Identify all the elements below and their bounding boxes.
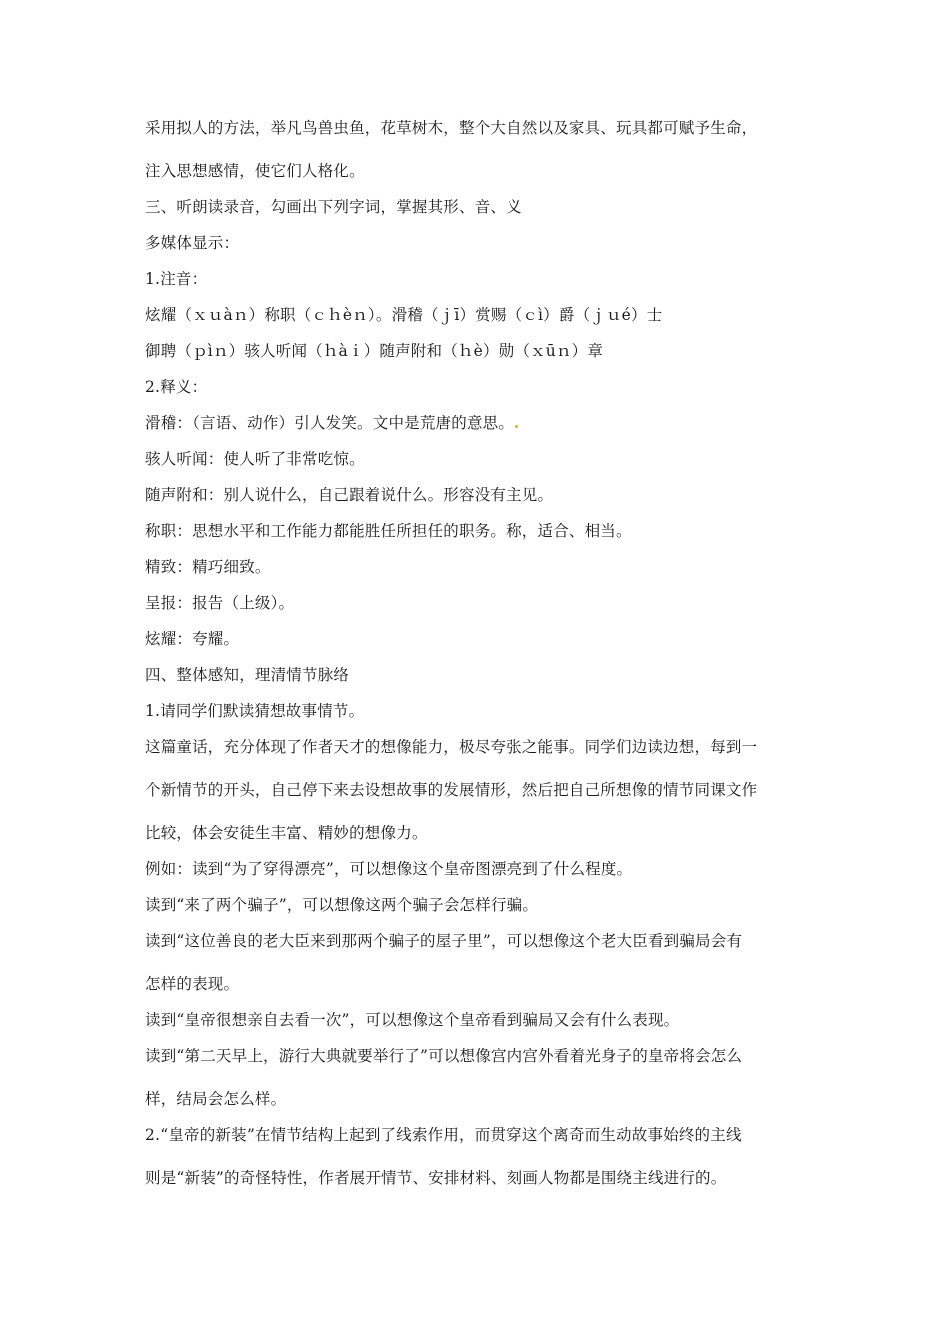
definition-line: 骇人听闻：使人听了非常吃惊。 [145, 450, 365, 468]
document-page [145, 118, 810, 1188]
pinyin-line: 炫耀（ｘｕàｎ）称职（ｃｈèｎ）。滑稽（ｊī）赏赐（ｃì）爵（ｊｕé）士 [145, 306, 663, 324]
definition-line: 精致：精巧细致。 [145, 558, 271, 576]
definition-line: 随声附和：别人说什么，自己跟着说什么。形容没有主见。 [145, 486, 554, 504]
section-heading: 四、整体感知，理清情节脉络 [145, 666, 350, 684]
text-line: 例如：读到“为了穿得漂亮”，可以想像这个皇帝图漂亮到了什么程度。 [145, 860, 633, 878]
text-line: 采用拟人的方法，举凡鸟兽虫鱼，花草树木，整个大自然以及家具、玩具都可赋予生命， [145, 119, 758, 137]
definition-line: 滑稽：（言语、动作）引人发笑。文中是荒唐的意思。 [145, 413, 810, 433]
text-line: 则是“新装”的奇怪特性，作者展开情节、安排材料、刻画人物都是围绕主线进行的。 [145, 1169, 727, 1187]
subheading: 1.请同学们默读猜想故事情节。 [145, 702, 365, 720]
text-line: 读到“皇帝很想亲自去看一次”，可以想像这个皇帝看到骗局又会有什么表现。 [145, 1011, 680, 1029]
text-line: 怎样的表现。 [145, 975, 240, 993]
definition-line: 呈报：报告（上级）。 [145, 594, 295, 612]
definition-line: 炫耀：夸耀。 [145, 630, 240, 648]
text-line: 样，结局会怎么样。 [145, 1090, 287, 1108]
definition-line: 称职：思想水平和工作能力都能胜任所担任的职务。称，适合、相当。 [145, 522, 632, 540]
text-line: 这篇童话，充分体现了作者天才的想像能力，极尽夸张之能事。同学们边读边想，每到一 [145, 738, 758, 756]
text-line: 比较，体会安徒生丰富、精妙的想像力。 [145, 824, 428, 842]
text-line: 读到“来了两个骗子”，可以想像这两个骗子会怎样行骗。 [145, 896, 539, 914]
text-line: 2.“皇帝的新装”在情节结构上起到了线索作用，而贯穿这个离奇而生动故事始终的主线 [145, 1126, 742, 1144]
text-line: 注入思想感情，使它们人格化。 [145, 162, 365, 180]
text-line: 多媒体显示： [145, 234, 240, 252]
pinyin-line: 御聘（ｐìｎ）骇人听闻（ｈàｉ）随声附和（ｈè）勋（ｘūｎ）章 [145, 342, 604, 360]
text-line: 个新情节的开头，自己停下来去设想故事的发展情形，然后把自己所想像的情节同课文作 [145, 781, 758, 799]
section-heading: 三、听朗读录音，勾画出下列字词，掌握其形、音、义 [145, 198, 522, 216]
highlight-dot [515, 425, 518, 428]
text-line: 读到“这位善良的老大臣来到那两个骗子的屋子里”，可以想像这个老大臣看到骗局会有 [145, 932, 743, 950]
text-line: 读到“第二天早上，游行大典就要举行了”可以想像宫内宫外看着光身子的皇帝将会怎么 [145, 1047, 743, 1065]
subheading: 2.释义： [145, 378, 208, 396]
subheading: 1.注音： [145, 270, 208, 288]
